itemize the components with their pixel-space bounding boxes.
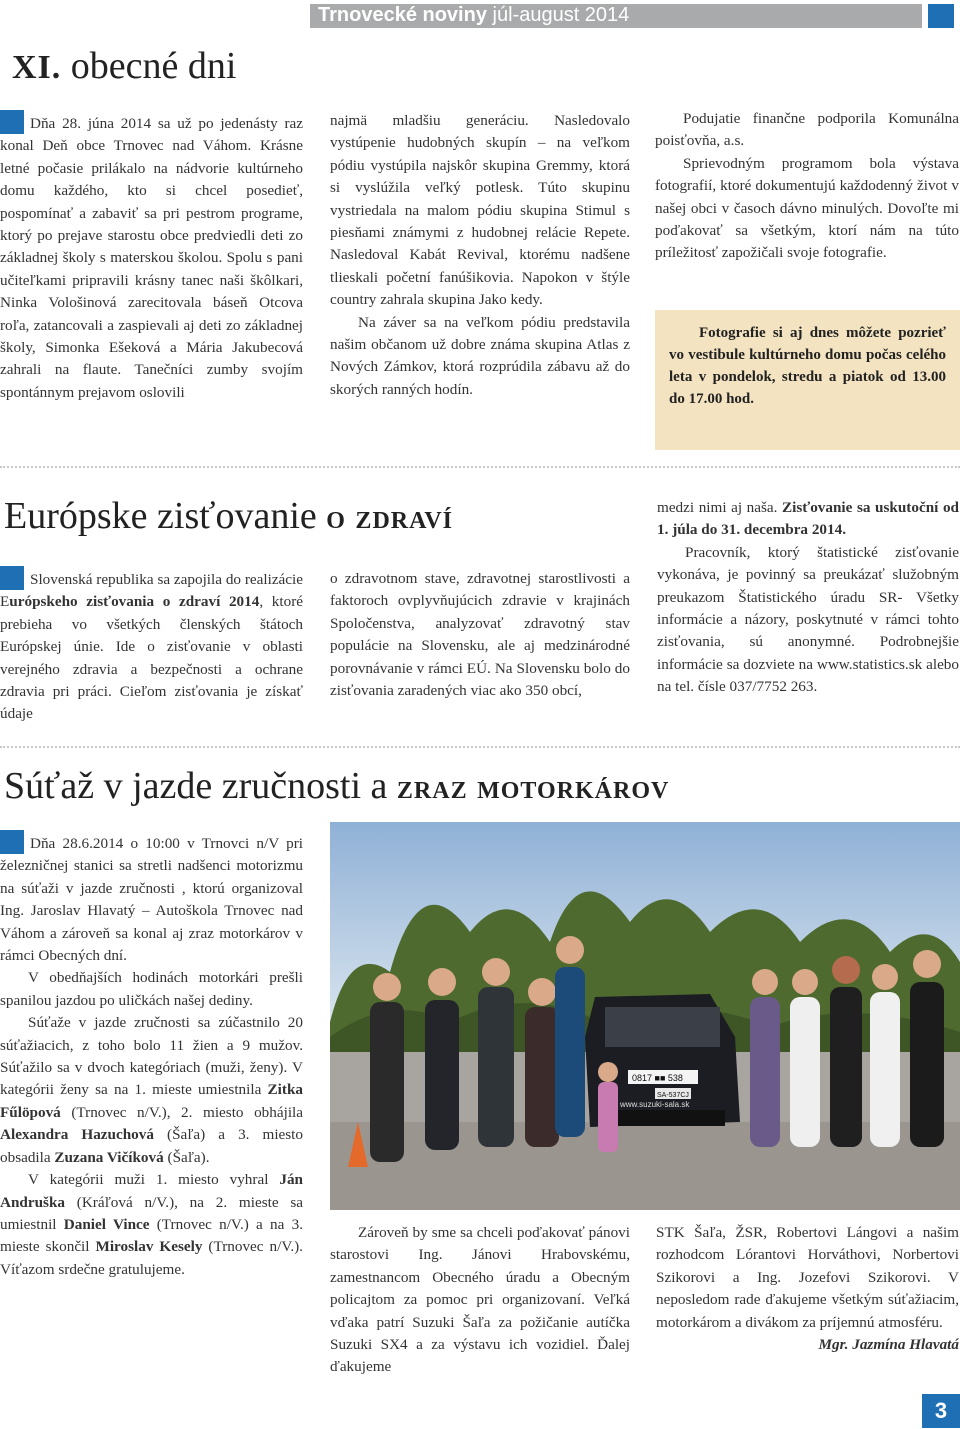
- section2-title: [4, 494, 453, 540]
- issue-date: júl-august 2014: [492, 4, 630, 26]
- section3-title-rest: zraz motorkárov: [396, 769, 670, 806]
- survey-name: urópskeho zisťovania o zdraví 2014: [9, 593, 260, 611]
- section3-column1: [0, 830, 303, 1281]
- winner-men-1: Ján Andruška: [0, 1171, 303, 1211]
- exhibition-info-text: Fotografie si aj dnes môžete pozrieť vo vestibule kultúrneho domu počas celého leta v pondelok, stredu a piatok od 13.00 do 17.00 hod.: [669, 325, 946, 407]
- article-signature: Mgr. Jazmína Hlavatá: [818, 1336, 959, 1354]
- s3-p3-d: (Šaľa).: [163, 1148, 210, 1166]
- section1-column3: [655, 108, 959, 265]
- survey-dates: Zisťovanie sa uskutoční od 1. júla do 31. decembra 2014.: [657, 499, 959, 539]
- header-square-icon: [928, 4, 954, 28]
- section1-title-prefix: XI.: [12, 49, 62, 86]
- section1-column1: [0, 110, 303, 404]
- section3-title-prefix: Súťaž v jazde zručnosti a: [4, 765, 388, 807]
- section3-col3-text: STK Šaľa, ŽSR, Robertovi Lángovi a našim rozhodcom Lórantovi Horváthovi, Norbertovi Szikorovi a Ing. Jozefovi Szikorovi. V neposledom rade ďakujeme všetkým súťažiacim, motorkárom a divákom za príjemnú atmosféru.: [656, 1224, 959, 1331]
- s3-p4-b: (Kráľová n/V.), na 2. mieste sa umiestnil: [0, 1193, 303, 1233]
- section2-column3: [657, 497, 959, 699]
- s3-p3-b: (Trnovec n/V.), 2. miesto obhájila: [60, 1103, 303, 1121]
- section2-title-prefix: Európske zisťovanie: [4, 495, 317, 537]
- blue-square-icon: [0, 830, 24, 854]
- section2-col3-p2: Pracovník, ktorý štatistické zisťovanie vykonáva, je povinný sa preukázať služobným preukazom Štatistického úradu SR- Všetky informácie a názory, poskytnuté v rámci tohto zisťovania, sú anonymné. Podrobnejšie informácie sa dozviete na www.statistics.sk alebo na tel. čísle 037/7752 263.: [657, 543, 959, 696]
- winner-men-3: Miroslav Kesely: [95, 1238, 203, 1256]
- s3-p4-d: (Trnovec n/V.). Víťazom srdečne gratulujeme.: [0, 1238, 303, 1278]
- section3-col1-p2: V obedňajších hodinách motorkári prešli spanilou jazdou po uličkách našej dediny.: [0, 969, 303, 1009]
- section1-title-rest: obecné dni: [70, 45, 237, 87]
- winner-men-2: Daniel Vince: [63, 1215, 150, 1233]
- exhibition-info-box: [655, 310, 960, 450]
- photo-plate-text: 0817 ■■ 538: [632, 1073, 683, 1083]
- section3-column2: [330, 1222, 630, 1379]
- photo-site-text: www.suzuki-sala.sk: [620, 1100, 690, 1109]
- page-number: 3: [922, 1394, 960, 1428]
- section3-col2-text: Zároveň by sme sa chceli poďakovať pánovi starostovi Ing. Jánovi Hrabovskému, zamestnancom Obecného úradu a Obecným policajtom za pomoc pri organizovaní. Veľká vďaka patrí Suzuki Šaľa za požičanie autíčka Suzuki SX4 a za výstavu ich vozidiel. Ďalej ďakujeme: [330, 1224, 630, 1376]
- section2-col2-text: o zdravotnom stave, zdravotnej starostlivosti a faktoroch ovplyvňujúcich zdravie v krajinách Spoločenstva, analyzovať zdravotný stav populácie na Slovensku, ale aj medzinárodné porovnávanie v rámci EÚ. Na Slovensku bolo do zisťovania zaradených viac ako 350 obcí,: [330, 570, 630, 700]
- section1-col3-p2: Sprievodným programom bola výstava fotografií, ktoré dokumentujú každodenný život v našej obci v časoch dávno minulých. Dovoľte mi poďakovať sa všetkým, ktorí nám na túto príležitosť zapožičali svoje fotografie.: [655, 154, 959, 262]
- winner-women-1: Zitka Fűlöpová: [0, 1081, 303, 1121]
- section1-col1-text: Dňa 28. júna 2014 sa už po jedenásty raz konal Deň obce Trnovec nad Váhom. Krásne letné počasie prilákalo na nádvorie kultúrneho domu každého, kto si chcel posedieť, pospomínať a zabaviť sa pri pestrom programe, ktorý po prejave starostu obce predviedli deti zo základnej školy s materskou školou. Spolu s pani učiteľkami pripravili krásny tanec naši škôlkari, Ninka Vološinová zarecitovala báseň Otcova roľa, zatancovali a zaspievali aj deti zo základnej školy, Simonka Ešeková a Mária Jakubecová zahrali na flaute. Tanečníci zumby svojím spontánnym prejavom oslovili: [0, 115, 303, 401]
- divider: [0, 746, 960, 748]
- section3-col1-p1: Dňa 28.6.2014 o 10:00 v Trnovci n/V pri železničnej stanici sa stretli nadšenci motorizmu na súťaži v jazde zručnosti , ktorú organizoval Ing. Jaroslav Hlavatý – Autoškola Trnovec nad Váhom a zároveň sa konal aj zraz motorkárov v rámci Obecných dní.: [0, 835, 303, 965]
- section2-col3-a: medzi nimi aj naša.: [657, 499, 783, 516]
- section1-column2: [330, 110, 630, 401]
- winner-women-3: Zuzana Vičíková: [54, 1148, 164, 1166]
- section2-title-rest: o zdraví: [326, 499, 454, 536]
- header-title: [318, 3, 629, 27]
- section3-column3: [656, 1222, 959, 1356]
- blue-square-icon: [0, 110, 24, 134]
- section2-column2: [330, 568, 630, 702]
- s3-p4-c: (Trnovec n/V.) a na 3. mieste skončil: [0, 1215, 304, 1256]
- section2-col1-a: Slovenská republika sa zapojila do realizácie E: [0, 571, 303, 611]
- event-photo: [330, 822, 960, 1210]
- paper-name: Trnovecké noviny: [318, 4, 487, 26]
- photo-plate2-text: SA-537CJ: [657, 1092, 689, 1099]
- s3-p3-a: Súťaže v jazde zručnosti sa zúčastnilo 20 súťažiacich, z toho bolo 11 žien a 9 mužov. Súťažilo sa v dvoch kategóriach (muži, ženy). V kategórii ženy sa na 1. mieste umiestnila: [0, 1014, 303, 1099]
- section1-col3-p1: Podujatie finančne podporila Komunálna poisťovňa, a.s.: [655, 110, 959, 150]
- s3-p3-c: (Šaľa) a 3. miesto obsadila: [0, 1126, 303, 1166]
- section1-title: [12, 44, 236, 90]
- winner-women-2: Alexandra Hazuchová: [0, 1126, 154, 1144]
- section1-col2-p2: Na záver sa na veľkom pódiu predstavila našim občanom už dobre známa skupina Atlas z Nových Zámkov, ktorá rozprúdila zábavu až do skorých ranných hodín.: [330, 313, 630, 398]
- blue-square-icon: [0, 566, 24, 590]
- section2-column1: [0, 566, 303, 726]
- divider: [0, 466, 960, 468]
- section3-title: [4, 764, 669, 810]
- event-photo-illustration: [330, 822, 960, 1210]
- section2-col1-b: , ktoré prebieha vo všetkých členských štátoch Európskej únie. Ide o zisťovanie v oblasti verejného zdravia a bezpečnosti a ochrane zdravia pri práci. Cieľom zisťovania je získať údaje: [0, 593, 303, 723]
- section1-col2-p1: najmä mladšiu generáciu. Nasledovalo vystúpenie hudobných skupín – na veľkom pódiu vystúpila najskôr skupina Gremmy, ktorá si vyslúžila veľký potlesk. Túto skupinu vystriedala na malom pódiu skupina Stimul s piesňami známymi z hudobnej relácie Repete. Nasledoval Kabát Revival, ktorému nadšene tlieskali početní fanúšikovia. Napokon v štýle country zahrala skupina Jako kedy.: [330, 112, 630, 309]
- s3-p4-a: V kategórii muži 1. miesto vyhral: [28, 1171, 280, 1189]
